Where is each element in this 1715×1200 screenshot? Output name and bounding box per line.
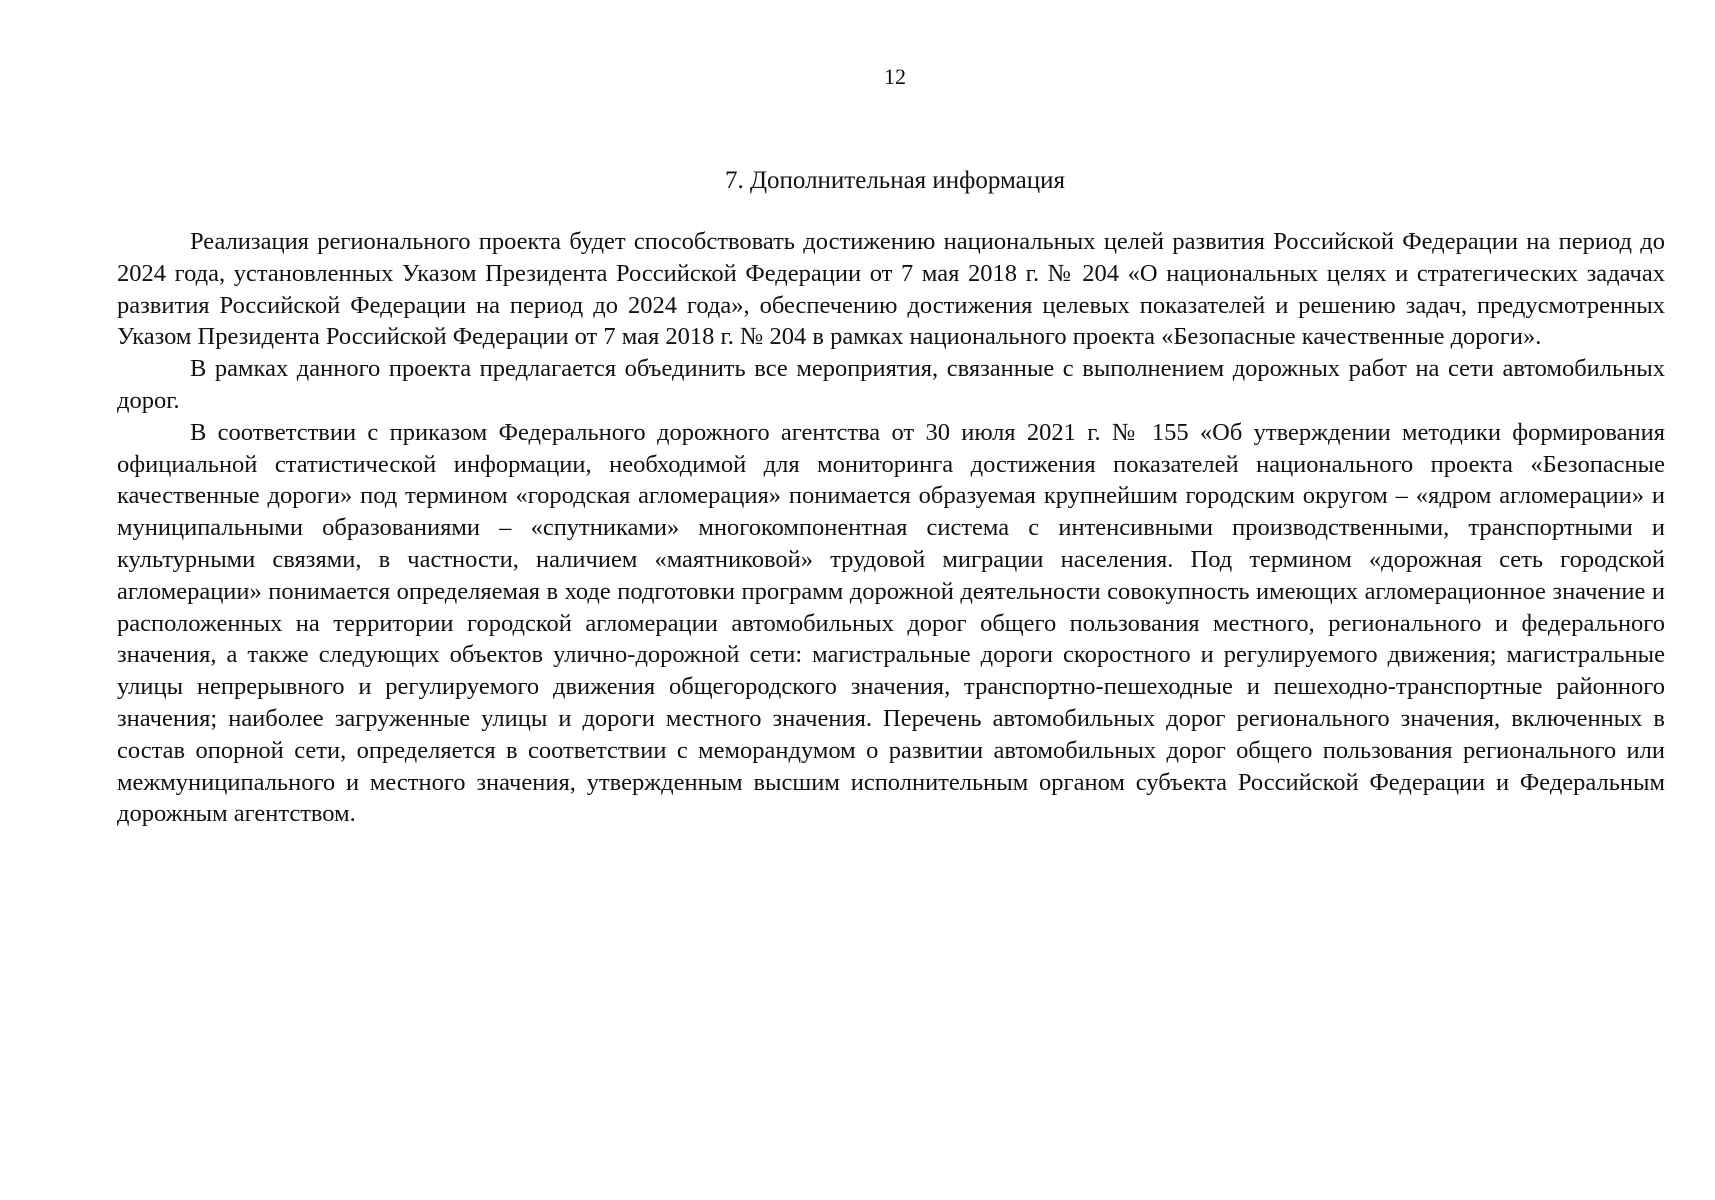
- paragraph-2: В рамках данного проекта предлагается объединить все мероприятия, связанные с выполнением дорожных работ на сети автомобильных дорог.: [117, 355, 1665, 414]
- paragraph-1: Реализация регионального проекта будет способствовать достижению национальных целей развития Российской Федерации на период до 2024 года, установленных Указом Президента Российской Федерации от 7 мая 2018 г. № 204 «О национальных целях и стратегических задачах развития Российской Федерации на период до 2024 года», обеспечению достижения целевых показателей и решению задач, предусмотренных Указом Президента Российской Федерации от 7 мая 2018 г. № 204 в рамках национального проекта «Безопасные качественные дороги».: [117, 228, 1665, 351]
- page-number: 12: [884, 64, 906, 89]
- section-heading: 7. Дополнительная информация: [724, 167, 1066, 194]
- body-text: [117, 226, 1665, 830]
- paragraph-3: В соответствии с приказом Федерального дорожного агентства от 30 июля 2021 г. № 155 «Об утверждении методики формирования официальной статистической информации, необходимой для мониторинга достижения показателей национального проекта «Безопасные качественные дороги» под термином «городская агломерация» понимается образуемая крупнейшим городским округом – «ядром агломерации» и муниципальными образованиями – «спутниками» многокомпонентная система с интенсивными производственными, транспортными и культурными связями, в частности, наличием «маятниковой» трудовой миграции населения. Под термином «дорожная сеть городской агломерации» понимается определяемая в ходе подготовки программ дорожной деятельности совокупность имеющих агломерационное значение и расположенных на территории городской агломерации автомобильных дорог общего пользования местного, регионального и федерального значения, а также следующих объектов улично-дорожной сети: магистральные дороги скоростного и регулируемого движения; магистральные улицы непрерывного и регулируемого движения общегородского значения, транспортно-пешеходные и пешеходно-транспортные районного значения; наиболее загруженные улицы и дороги местного значения. Перечень автомобильных дорог регионального значения, включенных в состав опорной сети, определяется в соответствии с меморандумом о развитии автомобильных дорог общего пользования регионального или межмуниципального и местного значения, утвержденным высшим исполнительным органом субъекта Российской Федерации и Федеральным дорожным агентством.: [117, 418, 1665, 828]
